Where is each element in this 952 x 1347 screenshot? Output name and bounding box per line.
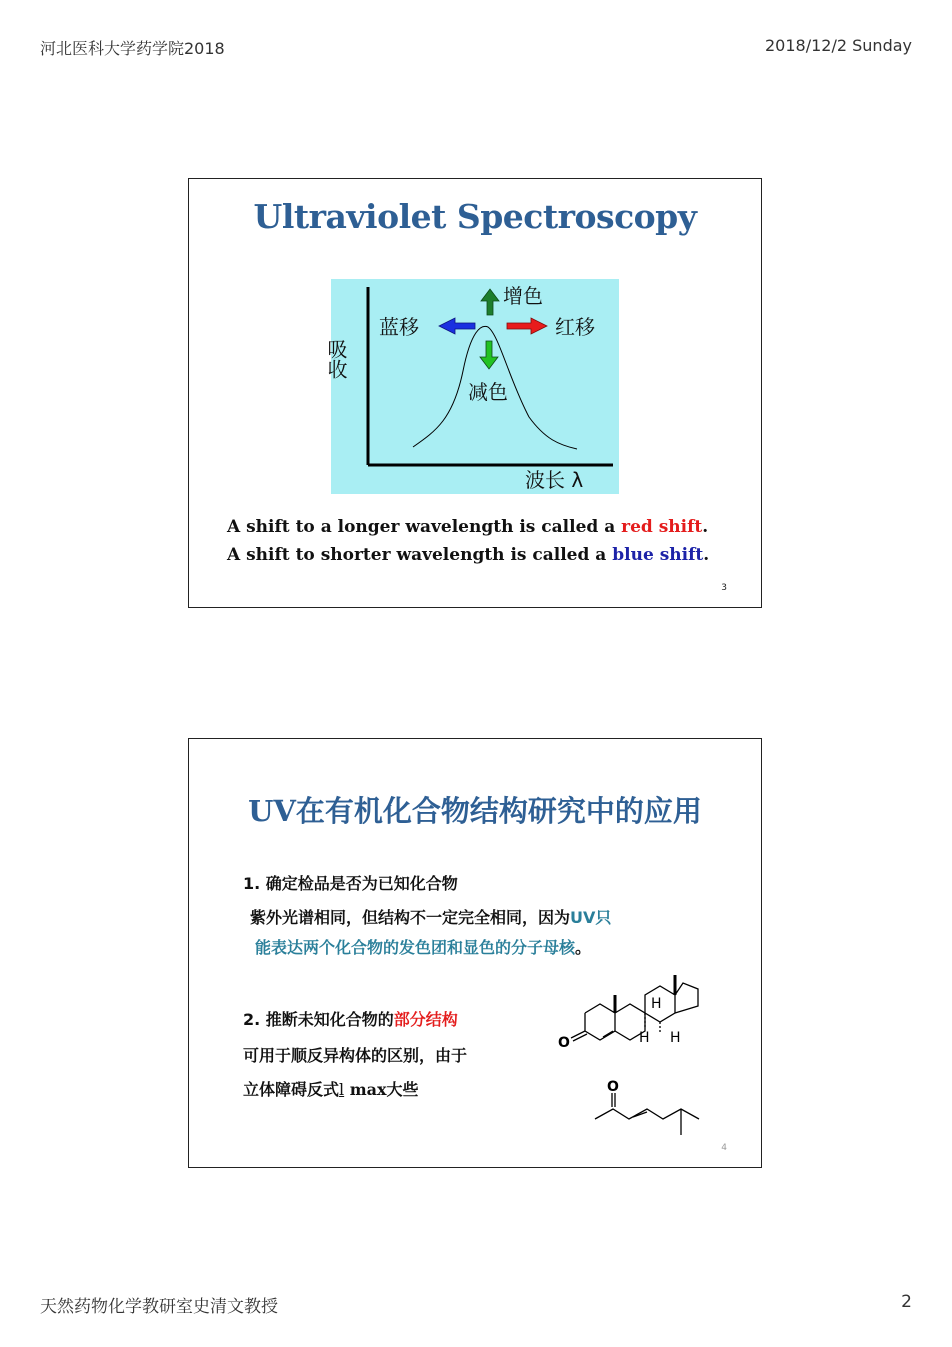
steroid-structure [555, 971, 727, 1077]
blue-shift-sentence-end: . [703, 545, 710, 565]
hypsochromic-label: 蓝移 [379, 315, 419, 339]
blue-shift-sentence-text: A shift to shorter wavelength is called a [227, 545, 613, 565]
red-shift-sentence [227, 513, 709, 541]
item2-line2-text: 立体障碍反式 [243, 1080, 340, 1099]
y-axis-label: 吸收 [324, 339, 348, 379]
hyperchromic-label: 增色 [503, 284, 543, 308]
bathochromic-label: 红移 [555, 315, 595, 339]
red-shift-term: red shift [621, 517, 703, 537]
item1-line1 [250, 905, 611, 928]
red-shift-sentence-end: . [702, 517, 709, 537]
slide-page-number: 3 [721, 583, 727, 593]
blue-shift-term: blue shift [612, 545, 704, 565]
item2-heading-text: 2. 推断未知化合物的 [243, 1010, 394, 1029]
item1-line2-end: 。 [575, 938, 592, 957]
slide-title-uv: UV [248, 794, 296, 828]
enone-structure [589, 1077, 709, 1147]
lambda-symbol: l [339, 1080, 345, 1099]
item2-heading [243, 1007, 458, 1030]
item2-line2-end: max大些 [344, 1080, 419, 1099]
item2-heading-highlight: 部分结构 [393, 1010, 458, 1029]
hypochromic-label: 减色 [468, 380, 508, 404]
item1-line2-highlight: 能表达两个化合物的发色团和显色的分子母核 [255, 938, 576, 957]
header-date-text: 2018/12/2 Sunday [765, 36, 912, 55]
atom-o-enone: O [607, 1079, 619, 1095]
footer-page-number: 2 [901, 1292, 912, 1312]
atom-h-left: H [639, 1030, 650, 1046]
slide-page-number: 4 [721, 1143, 727, 1153]
atom-o-steroid: O [558, 1035, 570, 1051]
header-left-text: 河北医科大学药学院2018 [40, 39, 225, 58]
item1-heading: 1. 确定检品是否为已知化合物 [243, 874, 458, 893]
red-shift-sentence-text: A shift to a longer wavelength is called a [227, 517, 622, 537]
atom-h-right: H [670, 1030, 681, 1046]
slide-3 [188, 178, 762, 608]
item1-line1-highlight: UV只 [570, 908, 612, 927]
uv-shift-diagram [324, 279, 619, 494]
shift-definitions [227, 513, 709, 569]
footer-author-text: 天然药物化学教研室史清文教授 [40, 1297, 278, 1317]
slide-4 [188, 738, 762, 1168]
slide-title: Ultraviolet Spectroscopy [253, 197, 697, 236]
blue-shift-sentence [227, 541, 709, 569]
item2-line2 [243, 1077, 419, 1100]
atom-h-top: H [651, 996, 662, 1012]
x-axis-label: 波长 λ [525, 468, 584, 492]
item2-line1: 可用于顺反异构体的区别，由于 [243, 1046, 468, 1065]
slide-title [189, 789, 761, 830]
item1-line1-text: 紫外光谱相同，但结构不一定完全相同，因为 [250, 908, 571, 927]
item1-line2 [255, 935, 591, 958]
slide-title-rest: 在有机化合物结构研究中的应用 [295, 794, 702, 828]
